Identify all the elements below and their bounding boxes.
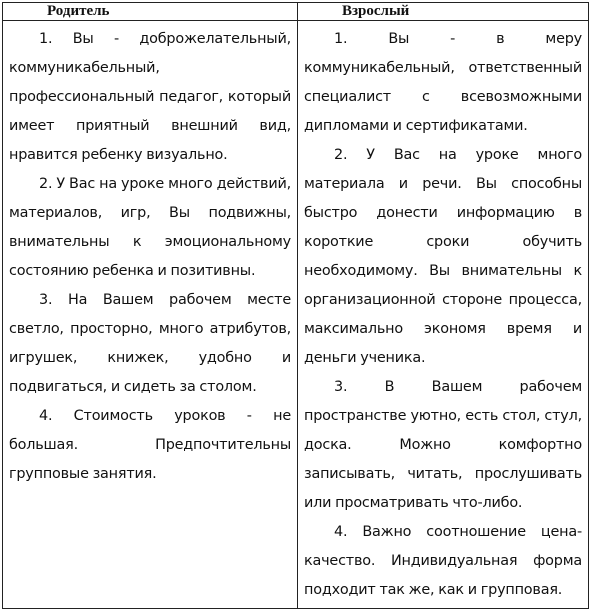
content-row (3, 21, 589, 609)
comparison-table (2, 2, 589, 609)
header-parent: Родитель (3, 3, 298, 21)
parent-item-3: 3. На Вашем рабочем месте светло, просторно, много атрибутов, игрушек, книжек, удобно и подвигаться, и сидеть за столом. (9, 292, 291, 395)
header-adult: Взрослый (298, 3, 589, 21)
adult-item-1: 1. Вы - в меру коммуникабельный, ответственный специалист с всевозможными дипломами и сертификатами. (304, 31, 582, 134)
parent-cell (3, 21, 298, 609)
adult-cell (298, 21, 589, 609)
adult-item-4: 4. Важно соотношение цена-качество. Индивидуальная форма подходит так же, как и групповая. (304, 524, 582, 598)
parent-item-1: 1. Вы - доброжелательный, коммуникабельный, профессиональный педагог, который имеет приятный внешний вид, нравится ребенку визуально. (9, 31, 291, 163)
parent-item-4: 4. Стоимость уроков - не большая. Предпочтительны групповые занятия. (9, 408, 291, 482)
adult-item-3: 3. В Вашем рабочем пространстве уютно, есть стол, стул, доска. Можно комфортно записывать, читать, прослушивать или просматривать что-либо. (304, 379, 582, 511)
header-row (3, 3, 589, 21)
adult-item-2: 2. У Вас на уроке много материала и речи. Вы способны быстро донести информацию в короткие сроки обучить необходимому. Вы внимательны к организационной стороне процесса, максимально экономя время и деньги ученика. (304, 147, 582, 366)
parent-item-2: 2. У Вас на уроке много действий, материалов, игр, Вы подвижны, внимательны к эмоциональному состоянию ребенка и позитивны. (9, 176, 291, 279)
